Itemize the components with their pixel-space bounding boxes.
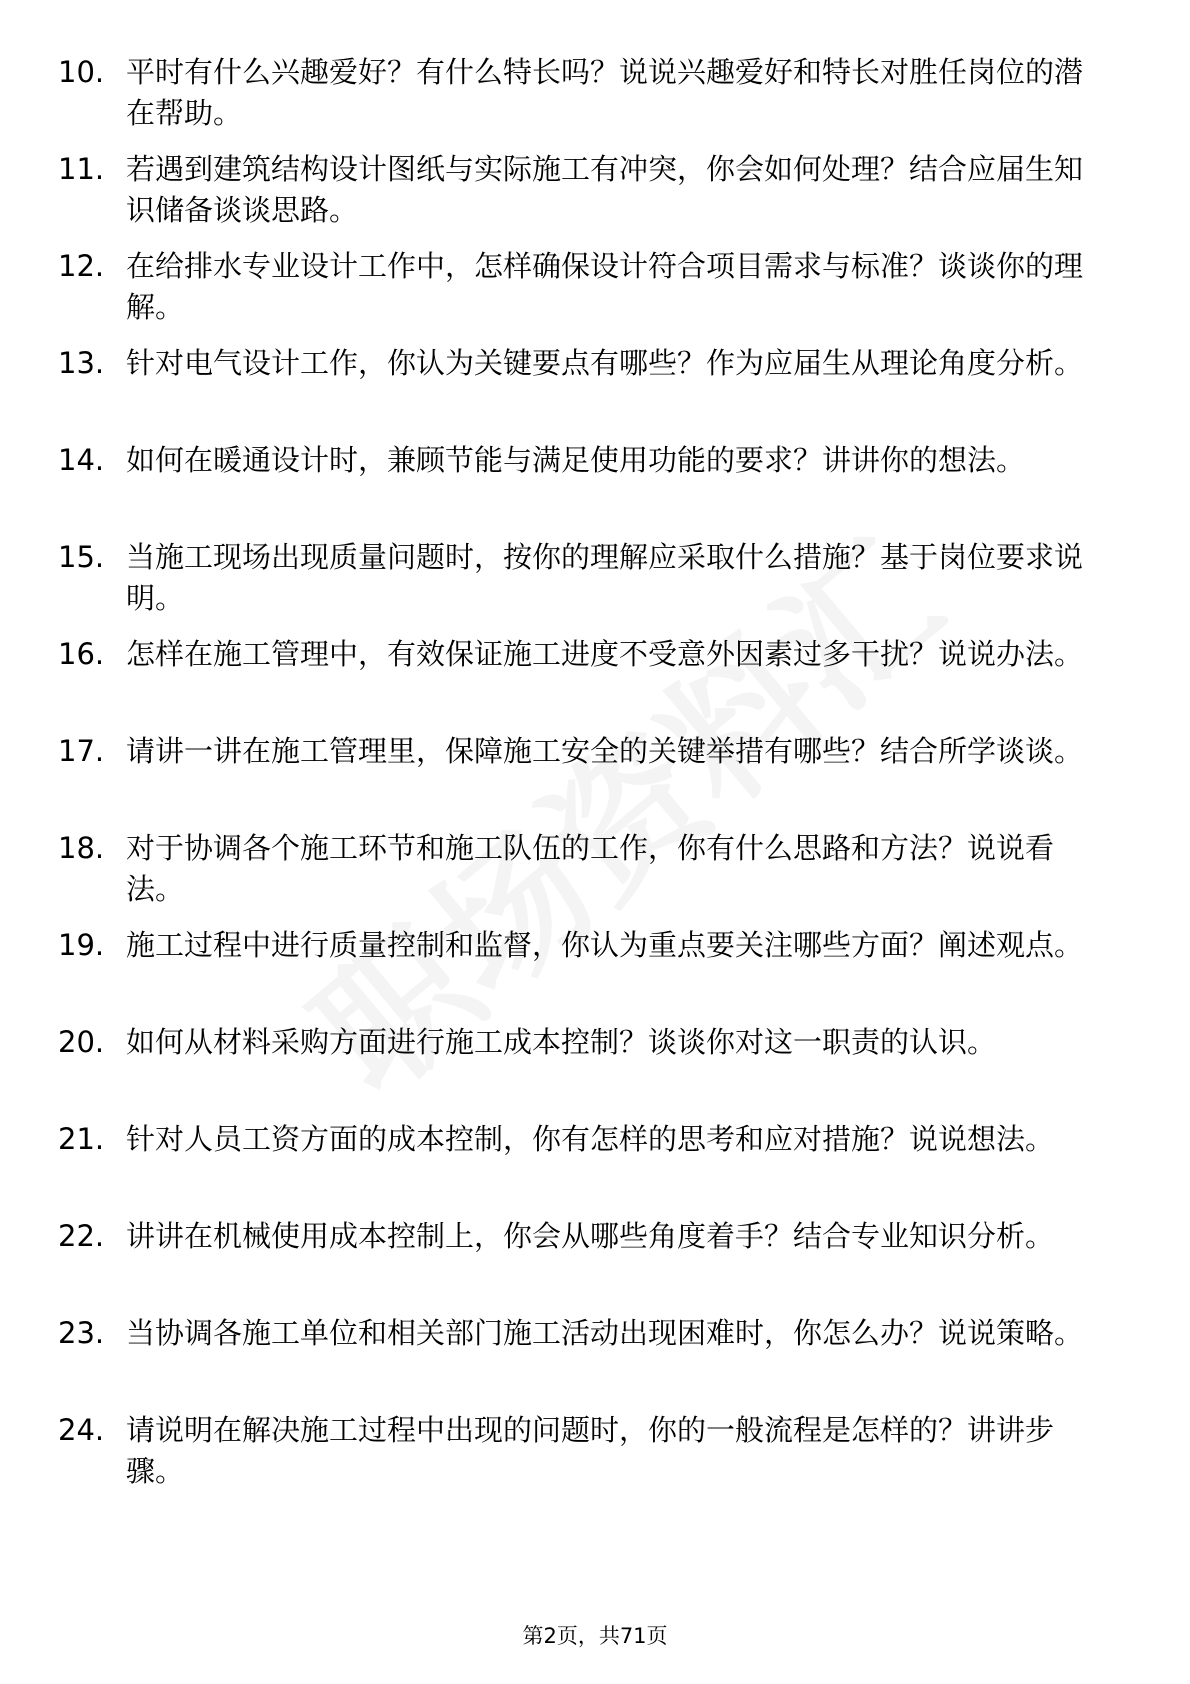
question-item bbox=[58, 1216, 1118, 1313]
question-text: 当协调各施工单位和相关部门施工活动出现困难时，你怎么办？说说策略。 bbox=[126, 1316, 1084, 1350]
question-text: 针对人员工资方面的成本控制，你有怎样的思考和应对措施？说说想法。 bbox=[126, 1122, 1055, 1156]
question-item bbox=[58, 828, 1118, 925]
question-number: 11. bbox=[58, 152, 105, 186]
question-item bbox=[58, 1410, 1118, 1507]
question-item bbox=[58, 1313, 1118, 1410]
question-item bbox=[58, 440, 1118, 537]
question-number: 19. bbox=[58, 928, 105, 962]
question-number: 22. bbox=[58, 1219, 105, 1253]
question-item bbox=[58, 343, 1118, 440]
question-number: 21. bbox=[58, 1122, 105, 1156]
question-text: 若遇到建筑结构设计图纸与实际施工有冲突，你会如何处理？结合应届生知识储备谈谈思路。 bbox=[126, 152, 1084, 227]
question-number: 17. bbox=[58, 734, 105, 768]
question-number: 18. bbox=[58, 831, 105, 865]
question-number: 10. bbox=[58, 55, 105, 89]
question-item bbox=[58, 149, 1118, 246]
question-text: 针对电气设计工作，你认为关键要点有哪些？作为应届生从理论角度分析。 bbox=[126, 346, 1084, 380]
question-text: 施工过程中进行质量控制和监督，你认为重点要关注哪些方面？阐述观点。 bbox=[126, 928, 1084, 962]
page-number: 第2页，共71页 bbox=[522, 1624, 668, 1648]
question-item bbox=[58, 537, 1118, 634]
question-item bbox=[58, 1119, 1118, 1216]
question-number: 20. bbox=[58, 1025, 105, 1059]
question-text: 请说明在解决施工过程中出现的问题时，你的一般流程是怎样的？讲讲步骤。 bbox=[126, 1413, 1055, 1488]
question-item bbox=[58, 246, 1118, 343]
question-text: 请讲一讲在施工管理里，保障施工安全的关键举措有哪些？结合所学谈谈。 bbox=[126, 734, 1084, 768]
question-item bbox=[58, 1022, 1118, 1119]
question-text: 对于协调各个施工环节和施工队伍的工作，你有什么思路和方法？说说看法。 bbox=[126, 831, 1055, 906]
question-item bbox=[58, 731, 1118, 828]
question-list bbox=[58, 52, 1118, 1507]
question-item bbox=[58, 52, 1118, 149]
question-text: 怎样在施工管理中，有效保证施工进度不受意外因素过多干扰？说说办法。 bbox=[126, 637, 1084, 671]
question-item bbox=[58, 925, 1118, 1022]
question-number: 23. bbox=[58, 1316, 105, 1350]
question-number: 15. bbox=[58, 540, 105, 574]
question-text: 讲讲在机械使用成本控制上，你会从哪些角度着手？结合专业知识分析。 bbox=[126, 1219, 1055, 1253]
question-number: 14. bbox=[58, 443, 105, 477]
question-number: 16. bbox=[58, 637, 105, 671]
question-number: 12. bbox=[58, 249, 105, 283]
question-text: 在给排水专业设计工作中，怎样确保设计符合项目需求与标准？谈谈你的理解。 bbox=[126, 249, 1084, 324]
question-number: 13. bbox=[58, 346, 105, 380]
question-number: 24. bbox=[58, 1413, 105, 1447]
question-text: 当施工现场出现质量问题时，按你的理解应采取什么措施？基于岗位要求说明。 bbox=[126, 540, 1084, 615]
question-text: 平时有什么兴趣爱好？有什么特长吗？说说兴趣爱好和特长对胜任岗位的潜在帮助。 bbox=[126, 55, 1084, 130]
question-text: 如何在暖通设计时，兼顾节能与满足使用功能的要求？讲讲你的想法。 bbox=[126, 443, 1026, 477]
question-text: 如何从材料采购方面进行施工成本控制？谈谈你对这一职责的认识。 bbox=[126, 1025, 997, 1059]
question-item bbox=[58, 634, 1118, 731]
